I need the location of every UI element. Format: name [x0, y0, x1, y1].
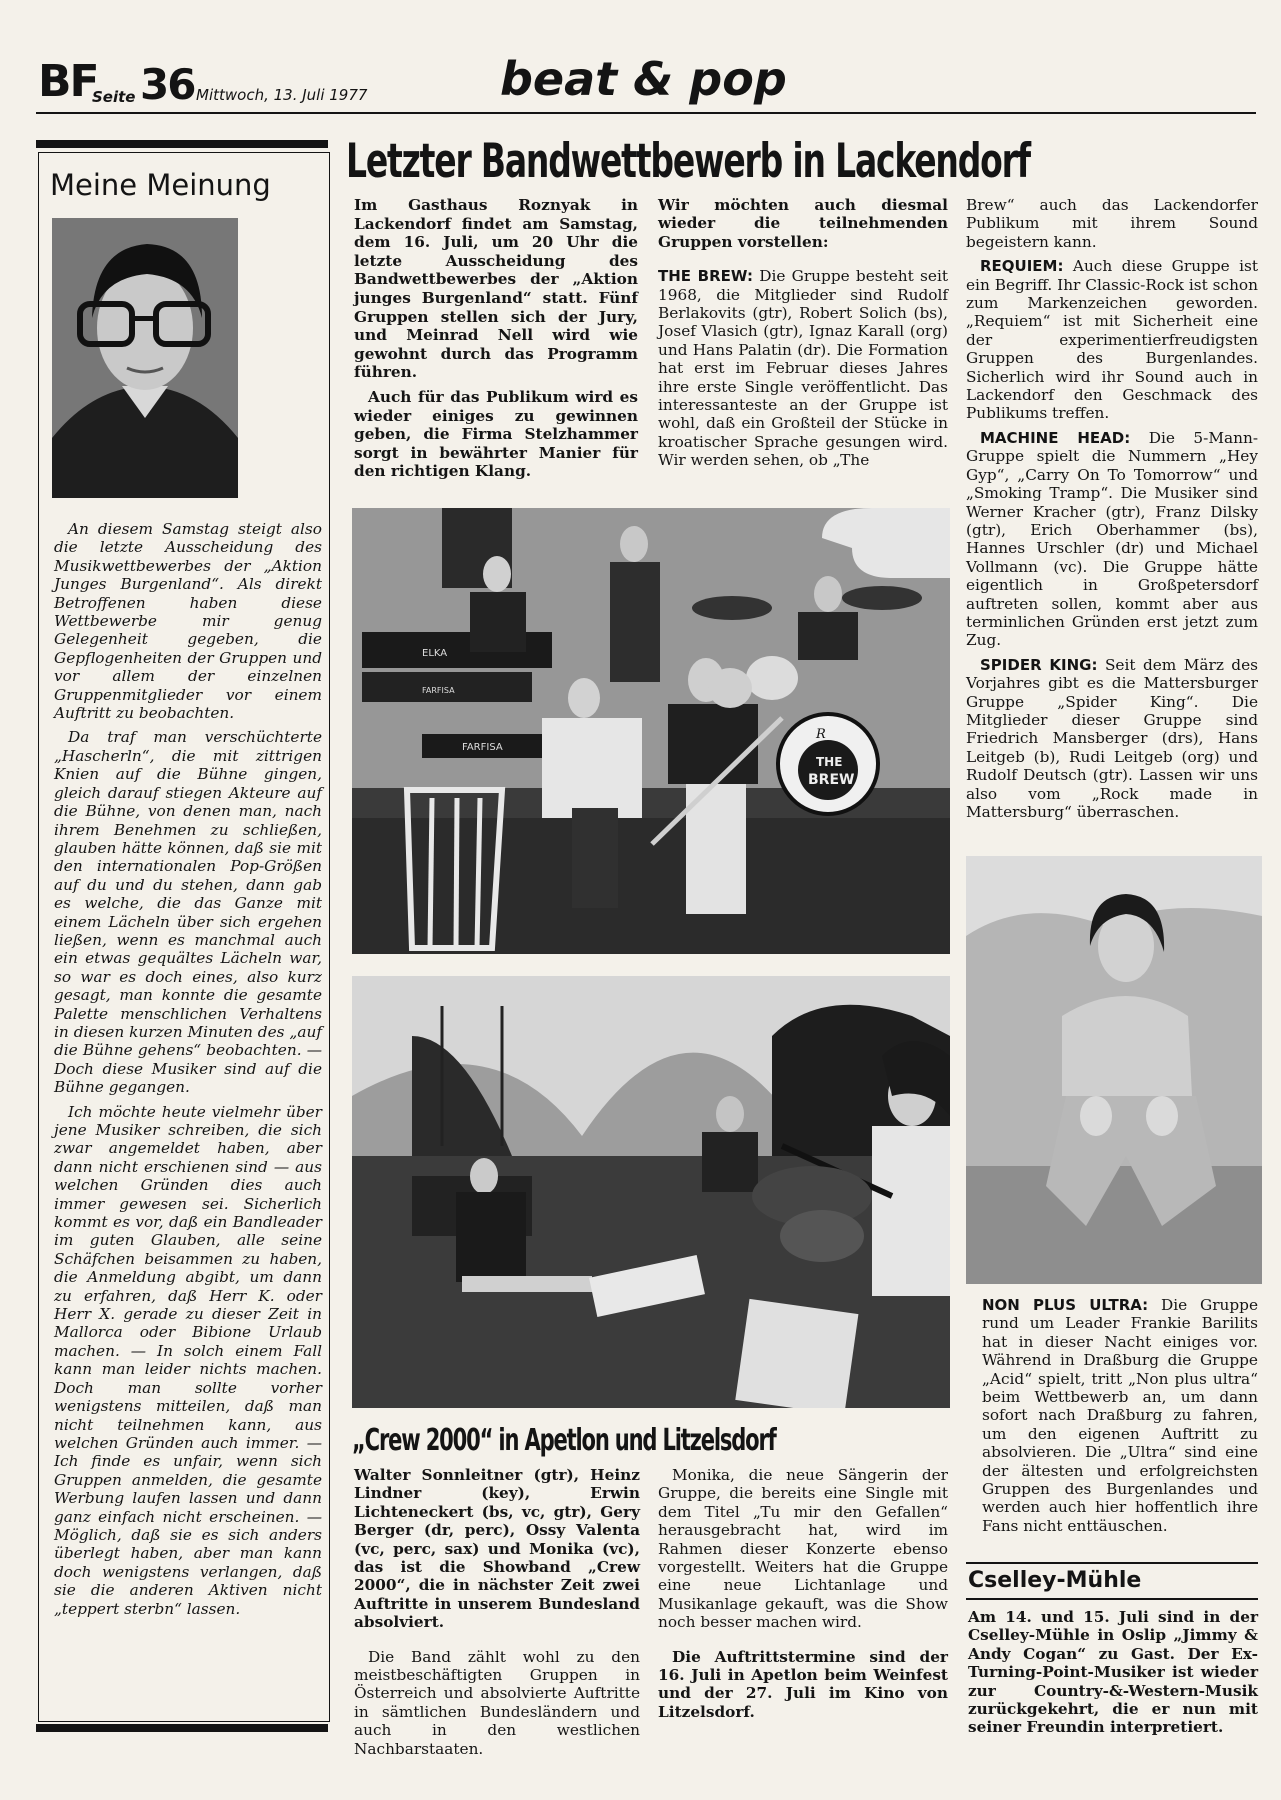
- author-portrait: [52, 218, 238, 498]
- spider-text: Seit dem März des Vorjahres gibt es die Mattersburger Gruppe „Spider King“. Die Mitglieder dieser Gruppe sind Friedrich Mansberger (drs), Hans Leitgeb (b), Rudi Leitgeb (org) und Rudolf Deutsch (gtr). Lassen wir uns also vom „Rock made in Mattersburg“ überraschen.: [966, 655, 1259, 821]
- crew-col-1: [354, 1466, 640, 1764]
- opinion-body: [54, 520, 322, 1624]
- opinion-paragraph-1: An diesem Samstag steigt also die letzte Ausscheidung des Musikwettbewerbes der „Aktion Junges Burgenland“. Als direkt Betroffenen haben diese Wettbewerbe mir genug Gelegenheit gegeben, die Gepflogenheiten der Gruppen und vor allem der einzelnen Gruppenmitglieder vor einem Auftritt zu beobachten.: [54, 520, 322, 723]
- main-col1-para-1: Im Gasthaus Roznyak in Lackendorf findet am Samstag, dem 16. Juli, um 20 Uhr die letzte Ausscheidung des Bandwettbewerbes der „Aktion junges Burgenland“ statt. Fünf Gruppen stellen sich der Jury, und Meinrad Nell wird wie gewohnt durch das Programm führen.: [354, 196, 638, 382]
- drum-logo-r: R: [816, 727, 826, 742]
- band-stage-photo: [352, 508, 950, 954]
- drum-logo-line1: THE: [816, 755, 843, 769]
- opinion-bottom-bar: [36, 1724, 328, 1732]
- drum-logo-line2: BREW: [808, 772, 855, 788]
- crew-col1-bold: Walter Sonnleitner (gtr), Heinz Lindner (key), Erwin Lichteneckert (bs, vc, gtr), Gery Berger (dr, perc), Ossy Valenta (vc, perc, sax) und Monika (vc), das ist die Showband „Crew 2000“, die in nächster Zeit zwei Auftritte in unserem Bundesland absolviert.: [354, 1466, 640, 1632]
- nonplus-column: [982, 1296, 1258, 1541]
- cselley-title: Cselley-Mühle: [968, 1568, 1142, 1593]
- machine-text: Die 5-Mann-Gruppe spielt die Nummern „Hey Gyp“, „Carry On To Tomorrow“ und „Smoking Tramp“. Die Musiker sind Werner Kracher (gtr), Franz Dilsky (gtr), Erich Oberhammer (bs), Hannes Urschler (dr) und Michael Vollmann (vc). Die Gruppe hätte eigentlich in Großpetersdorf auftreten sollen, kommt aber aus terminlichen Gründen erst jetzt zum Zug.: [966, 428, 1258, 650]
- masthead-date: Mittwoch, 13. Juli 1977: [196, 86, 368, 104]
- main-col2-intro: Wir möchten auch diesmal wieder die teilnehmenden Gruppen vorstellen:: [658, 196, 948, 251]
- opinion-top-bar: [36, 140, 328, 148]
- main-headline: Letzter Bandwettbewerb in Lackendorf: [346, 134, 1030, 189]
- nonplus-label: NON PLUS ULTRA:: [982, 1296, 1149, 1314]
- nonplus-text: Die Gruppe rund um Leader Frankie Barilits hat in dieser Nacht einiges vor. Während in Draßburg die Gruppe „Acid“ spielt, tritt „Non plus ultra“ beim Wettbewerb an, um dann sofort nach Draßburg zu fahren, um den eigenen Auftritt zu absolvieren. Die „Ultra“ sind eine der ältesten und erfolgreichsten Gruppen des Burgenlandes und werden auch hier hoffentlich ihre Fans nicht enttäuschen.: [982, 1296, 1258, 1535]
- machine-paragraph: [966, 429, 1258, 650]
- opinion-paragraph-2: Da traf man verschüchterte „Hascherln“, die mit zittrigen Knien auf die Bühne gingen, gleich darauf stiegen Akteure auf die Bühne, von denen man, nach ihrem Benehmen zu schließen, glauben hätte können, daß sie mit den internationalen Pop-Größen auf du und du stehen, dann gab es welche, die das Ganze mit einem Lächeln über sich ergehen ließen, wenn es manchmal auch ein etwas gequältes Lächeln war, so war es doch eines, also kurz gesagt, man konnte die gesamte Palette menschlichen Verhaltens in diesen kurzen Minuten des „auf die Bühne gehens“ beobachten. — Doch diese Musiker sind auf die Bühne gegangen.: [54, 728, 322, 1097]
- main-col-1: [354, 196, 638, 487]
- crew-headline: „Crew 2000“ in Apetlon und Litzelsdorf: [352, 1423, 776, 1458]
- main-col-3: [966, 196, 1258, 827]
- masthead-rule: [36, 112, 1256, 114]
- requiem-label: REQUIEM:: [980, 257, 1064, 276]
- col3-top: Brew“ auch das Lackendorfer Publikum mit ihrem Sound begeistern kann.: [966, 196, 1258, 251]
- nonplus-paragraph: [982, 1296, 1258, 1535]
- crew-col1-text: Die Band zählt wohl zu den meistbeschäftigten Gruppen in Österreich und absolvierte Auftritte in sämtlichen Bundesländern und auch in den westlichen Nachbarstaaten.: [354, 1647, 640, 1758]
- requiem-text: Auch diese Gruppe ist ein Begriff. Ihr Classic-Rock ist schon zum Markenzeichen geworden. „Requiem“ ist mit Sicherheit eine der experimentierfreudigsten Gruppen des Burgenlandes. Sicherlich wird ihr Sound auch in Lackendorf den Geschmack des Publikums treffen.: [966, 257, 1258, 423]
- machine-label: MACHINE HEAD:: [980, 428, 1131, 447]
- keyboard-brand-1: ELKA: [422, 648, 448, 659]
- brew-text: Die Gruppe besteht seit 1968, die Mitglieder sind Rudolf Berlakovits (gtr), Robert Solich (bs), Josef Vlasich (gtr), Ignaz Karall (org) und Hans Palatin (dr). Die Formation hat erst im Februar dieses Jahres ihre erste Single veröffentlicht. Das interessanteste an der Gruppe ist wohl, daß ein Großteil der Stücke in kroatischer Sprache gesungen wird. Wir werden sehen, ob „The: [658, 267, 948, 470]
- crew-band-photo: [352, 976, 950, 1408]
- spider-label: SPIDER KING:: [980, 655, 1098, 674]
- requiem-paragraph: [966, 257, 1258, 423]
- crew-col-2: [658, 1466, 948, 1727]
- main-col1-para-2: Auch für das Publikum wird es wieder einiges zu gewinnen geben, die Firma Stelzhammer sorgt in bewährter Manier für den richtigen Klang.: [354, 387, 638, 481]
- cselley-rule-top: [966, 1562, 1258, 1564]
- brew-label: THE BREW:: [658, 267, 753, 286]
- masthead-page-word: Seite: [92, 88, 136, 106]
- brew-paragraph: [658, 267, 948, 469]
- crew-col2-text: Monika, die neue Sängerin der Gruppe, die bereits eine Single mit dem Titel „Tu mir den Gefallen“ herausgebracht hat, wird im Rahmen dieser Konzerte ebenso vorgestellt. Weiters hat die Gruppe eine neue Lichtanlage und Musikanlage gekauft, was die Show noch besser machen wird.: [658, 1466, 948, 1632]
- keyboard-brand-2: FARFISA: [422, 686, 455, 695]
- cselley-rule-bottom: [966, 1598, 1258, 1600]
- opinion-paragraph-3: Ich möchte heute vielmehr über jene Musiker schreiben, die sich zwar angemeldet haben, aber dann nicht erschienen sind — aus welchen Gründen dies auch immer gewesen sei. Sicherlich kommt es vor, daß ein Bandleader im guten Glauben, alle seine Schäfchen beisammen zu haben, die Anmeldung abgibt, um dann zu erfahren, daß Herr K. oder Herr X. gerade zu dieser Zeit in Mallorca oder Bibione Urlaub machen. — In solch einem Fall kann man leider nichts machen. Doch man sollte vorher wenigstens mitteilen, daß man nicht teilnehmen kann, aus welchen Gründen auch immer. — Ich finde es unfair, wenn sich Gruppen anmelden, die gesamte Werbung laufen lassen und dann ganz einfach nicht erscheinen. — Möglich, daß sie es sich anders überlegt haben, aber man kann doch wenigstens verlangen, daß sie die anderen Aktiven nicht „teppert sterbn“ lassen.: [54, 1102, 322, 1618]
- crew-col2-bold: Die Auftrittstermine sind der 16. Juli in Apetlon beim Weinfest und der 27. Juli im Kino von Litzelsdorf.: [658, 1647, 948, 1721]
- frankie-photo: [966, 856, 1262, 1284]
- cselley-text: Am 14. und 15. Juli sind in der Cselley-Mühle in Oslip „Jimmy & Andy Cogan“ zu Gast. Der Ex-Turning-Point-Musiker ist wieder zur Country-&-Western-Musik zurückgekehrt, die er nun mit seiner Freundin interpretiert.: [968, 1608, 1258, 1737]
- masthead-page-number: 36: [140, 60, 195, 109]
- spider-paragraph: [966, 656, 1258, 822]
- masthead-section: beat & pop: [500, 52, 787, 106]
- masthead-logo: BF: [38, 56, 98, 107]
- opinion-title: Meine Meinung: [50, 168, 271, 202]
- main-col-2: [658, 196, 948, 476]
- keyboard-brand-3: FARFISA: [462, 742, 503, 753]
